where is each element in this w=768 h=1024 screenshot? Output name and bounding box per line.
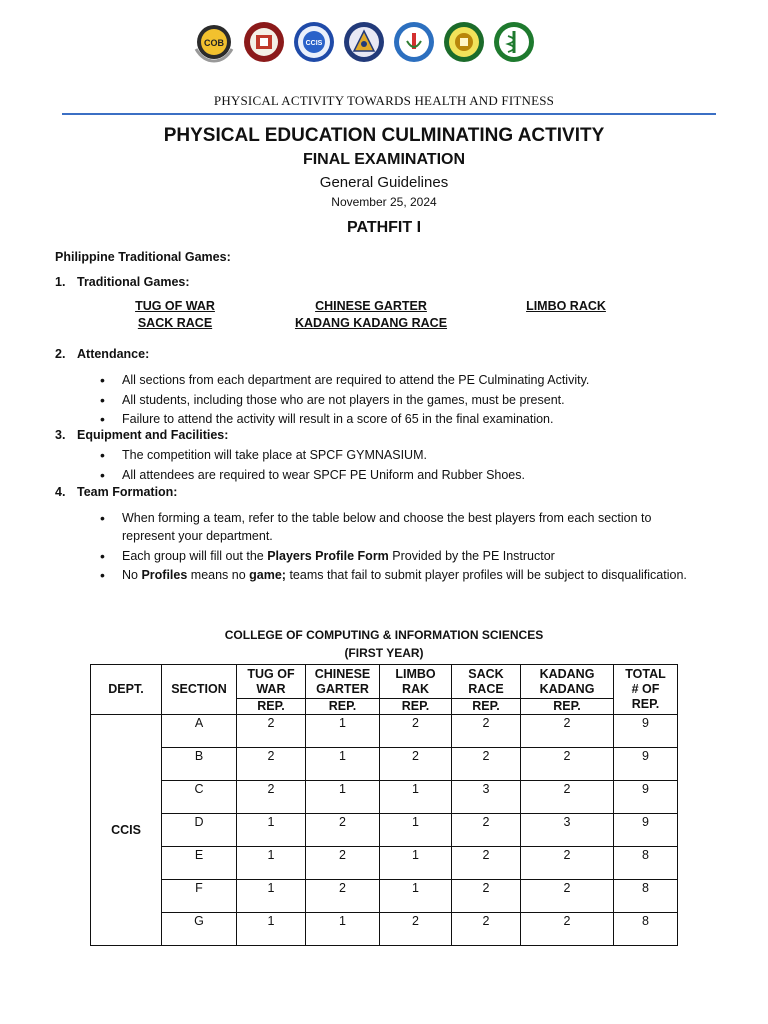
section-cell: A bbox=[162, 715, 237, 748]
page-title: PHYSICAL EDUCATION CULMINATING ACTIVITY bbox=[163, 125, 605, 146]
tug-cell: 2 bbox=[237, 715, 306, 748]
cob-logo-text: COB bbox=[204, 38, 224, 48]
header-chinese-garter bbox=[306, 665, 380, 699]
equipment-list bbox=[100, 446, 690, 485]
sack-cell: 2 bbox=[452, 847, 521, 880]
limbo-cell: 1 bbox=[380, 814, 452, 847]
item-text: means no bbox=[187, 568, 250, 582]
kadang-cell: 2 bbox=[521, 748, 614, 781]
game-limbo-rack: LIMBO RACK bbox=[526, 299, 606, 313]
header-limbo-rak bbox=[380, 665, 452, 699]
exam-title: FINAL EXAMINATION bbox=[302, 151, 466, 168]
traditional-games-heading bbox=[55, 275, 190, 289]
sack-cell: 2 bbox=[452, 748, 521, 781]
representatives-table bbox=[90, 664, 678, 946]
kadang-cell: 2 bbox=[521, 880, 614, 913]
header-divider bbox=[62, 113, 716, 115]
header-rep: REP. bbox=[452, 699, 521, 715]
total-cell: 9 bbox=[614, 715, 678, 748]
header-rep: REP. bbox=[306, 699, 380, 715]
table-row bbox=[91, 913, 678, 946]
item-bold: Players Profile Form bbox=[267, 548, 389, 563]
heading-number: 3. bbox=[55, 428, 66, 442]
tagline: PHYSICAL ACTIVITY TOWARDS HEALTH AND FITNESS bbox=[213, 93, 555, 108]
limbo-cell: 1 bbox=[380, 880, 452, 913]
game-tug-of-war: TUG OF WAR bbox=[135, 299, 215, 313]
header-line: REP. bbox=[631, 697, 660, 711]
table-caption: COLLEGE OF COMPUTING & INFORMATION SCIENCES bbox=[224, 628, 544, 642]
item-bold: Profiles bbox=[141, 568, 188, 582]
header-line: LIMBO bbox=[395, 666, 436, 681]
header-kadang-kadang bbox=[521, 665, 614, 699]
college-seal-7-logo bbox=[493, 21, 535, 63]
header-line: GARTER bbox=[316, 681, 369, 696]
kadang-cell: 2 bbox=[521, 781, 614, 814]
table-row bbox=[91, 781, 678, 814]
item-text: teams that fail to submit player profiles will be subject to disqualification. bbox=[285, 568, 687, 582]
tug-cell: 1 bbox=[237, 913, 306, 946]
game-kadang-kadang-race: KADANG KADANG RACE bbox=[294, 316, 448, 330]
total-cell: 9 bbox=[614, 781, 678, 814]
sack-cell: 3 bbox=[452, 781, 521, 814]
section-cell: C bbox=[162, 781, 237, 814]
garter-cell: 1 bbox=[306, 913, 380, 946]
section-cell: E bbox=[162, 847, 237, 880]
heading-text: Attendance: bbox=[77, 347, 150, 361]
header-line: SACK bbox=[468, 666, 504, 681]
table-row bbox=[91, 847, 678, 880]
list-item: • When forming a team, refer to the table below and choose the best players from each section to represent your department. bbox=[100, 509, 690, 545]
section-label: Philippine Traditional Games: bbox=[55, 250, 231, 264]
limbo-cell: 2 bbox=[380, 715, 452, 748]
table-subcaption: (FIRST YEAR) bbox=[344, 646, 424, 660]
kadang-cell: 3 bbox=[521, 814, 614, 847]
header-line: TUG OF bbox=[247, 666, 295, 681]
kadang-cell: 2 bbox=[521, 913, 614, 946]
garter-cell: 1 bbox=[306, 715, 380, 748]
list-item bbox=[100, 566, 690, 584]
heading-number: 1. bbox=[55, 275, 66, 289]
item-text: Each group will fill out the bbox=[122, 548, 268, 563]
header-line: RAK bbox=[401, 681, 430, 696]
limbo-cell: 1 bbox=[380, 781, 452, 814]
sack-cell: 2 bbox=[452, 814, 521, 847]
game-sack-race: SACK RACE bbox=[137, 316, 213, 330]
tug-cell: 1 bbox=[237, 847, 306, 880]
table-row bbox=[91, 814, 678, 847]
kadang-cell: 2 bbox=[521, 847, 614, 880]
cob-seal-logo bbox=[193, 21, 235, 63]
header-total bbox=[614, 665, 678, 715]
tug-cell: 2 bbox=[237, 781, 306, 814]
section-cell: D bbox=[162, 814, 237, 847]
list-item: • The competition will take place at SPCF GYMNASIUM. bbox=[100, 446, 690, 464]
garter-cell: 2 bbox=[306, 814, 380, 847]
heading-text: Traditional Games: bbox=[77, 275, 190, 289]
total-cell: 9 bbox=[614, 748, 678, 781]
exam-date: November 25, 2024 bbox=[331, 195, 437, 209]
garter-cell: 1 bbox=[306, 781, 380, 814]
total-cell: 8 bbox=[614, 847, 678, 880]
sack-cell: 2 bbox=[452, 715, 521, 748]
list-item bbox=[100, 547, 690, 565]
equipment-heading bbox=[55, 428, 228, 442]
team-formation-heading bbox=[55, 485, 177, 499]
college-seal-5-logo bbox=[393, 21, 435, 63]
sack-cell: 2 bbox=[452, 880, 521, 913]
ccis-logo-text: CCIS bbox=[305, 40, 323, 47]
limbo-cell: 2 bbox=[380, 913, 452, 946]
course-title: PATHFIT I bbox=[346, 219, 422, 236]
list-item: • All sections from each department are required to attend the PE Culminating Activity. bbox=[100, 371, 690, 389]
item-text: Provided by the PE Instructor bbox=[388, 548, 555, 563]
header-dept: DEPT. bbox=[91, 665, 162, 715]
header-sack-race bbox=[452, 665, 521, 699]
logo-row bbox=[193, 21, 535, 63]
item-bold: game; bbox=[249, 568, 286, 582]
college-seal-2-logo bbox=[243, 21, 285, 63]
list-item: • All students, including those who are not players in the games, must be present. bbox=[100, 391, 690, 409]
garter-cell: 1 bbox=[306, 748, 380, 781]
header-tug-of-war bbox=[237, 665, 306, 699]
section-cell: G bbox=[162, 913, 237, 946]
header-line: KADANG bbox=[539, 666, 595, 681]
heading-number: 2. bbox=[55, 347, 66, 361]
total-cell: 8 bbox=[614, 880, 678, 913]
header-line: TOTAL bbox=[625, 667, 666, 681]
list-item: • Failure to attend the activity will result in a score of 65 in the final examination. bbox=[100, 410, 690, 428]
heading-number: 4. bbox=[55, 485, 66, 499]
header-line: RACE bbox=[468, 681, 504, 696]
header-rep: REP. bbox=[380, 699, 452, 715]
game-chinese-garter: CHINESE GARTER bbox=[315, 299, 427, 313]
section-cell: B bbox=[162, 748, 237, 781]
header-line: WAR bbox=[256, 681, 286, 696]
dept-cell: CCIS bbox=[91, 715, 162, 946]
header-rep: REP. bbox=[521, 699, 614, 715]
total-cell: 9 bbox=[614, 814, 678, 847]
header-line: CHINESE bbox=[314, 666, 371, 681]
tug-cell: 2 bbox=[237, 748, 306, 781]
table-row bbox=[91, 748, 678, 781]
item-text: No bbox=[122, 568, 142, 582]
header-rep: REP. bbox=[237, 699, 306, 715]
header-line: # OF bbox=[631, 682, 660, 696]
attendance-list bbox=[100, 371, 690, 430]
heading-text: Equipment and Facilities: bbox=[77, 428, 229, 442]
limbo-cell: 1 bbox=[380, 847, 452, 880]
limbo-cell: 2 bbox=[380, 748, 452, 781]
total-cell: 8 bbox=[614, 913, 678, 946]
college-seal-6-logo bbox=[443, 21, 485, 63]
header-section: SECTION bbox=[162, 665, 237, 715]
tug-cell: 1 bbox=[237, 814, 306, 847]
college-seal-4-logo bbox=[343, 21, 385, 63]
ccis-seal-logo bbox=[293, 21, 335, 63]
team-formation-list bbox=[100, 509, 690, 586]
attendance-heading bbox=[55, 347, 149, 361]
list-item: • All attendees are required to wear SPCF PE Uniform and Rubber Shoes. bbox=[100, 466, 690, 484]
garter-cell: 2 bbox=[306, 880, 380, 913]
table-row bbox=[91, 880, 678, 913]
tug-cell: 1 bbox=[237, 880, 306, 913]
guidelines-title: General Guidelines bbox=[319, 174, 449, 191]
kadang-cell: 2 bbox=[521, 715, 614, 748]
header-line: KADANG bbox=[539, 681, 595, 696]
heading-text: Team Formation: bbox=[77, 485, 178, 499]
table-row bbox=[91, 715, 678, 748]
garter-cell: 2 bbox=[306, 847, 380, 880]
sack-cell: 2 bbox=[452, 913, 521, 946]
section-cell: F bbox=[162, 880, 237, 913]
